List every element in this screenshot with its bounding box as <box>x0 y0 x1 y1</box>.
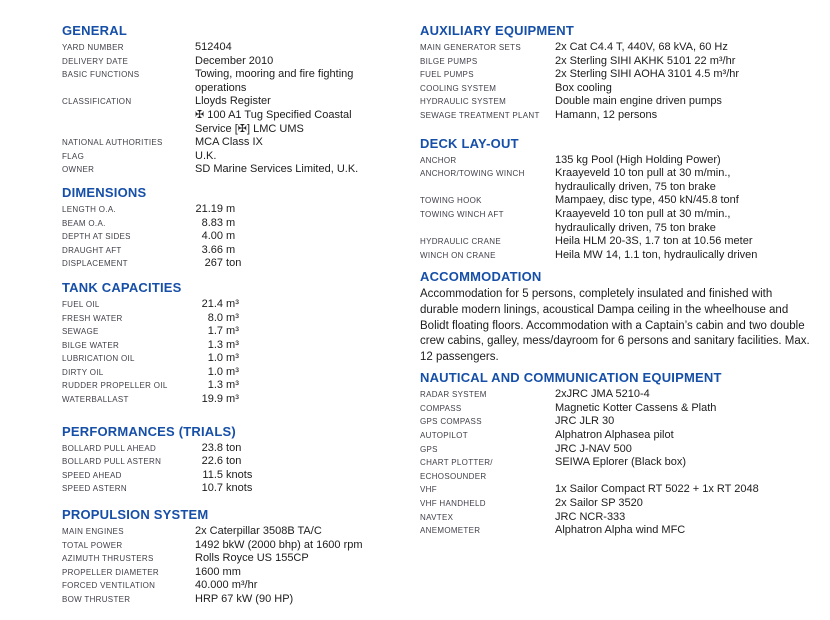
spec-row <box>62 455 407 469</box>
section-title-performances: PERFORMANCES (TRIALS) <box>62 423 236 439</box>
spec-row <box>62 68 407 95</box>
spec-value: HRP 67 kW (90 HP) <box>195 593 294 605</box>
spec-row <box>420 497 820 511</box>
spec-value-line: hydraulically driven, 75 ton brake <box>555 221 716 234</box>
spec-value-number: 19.9 <box>201 393 223 406</box>
spec-value <box>195 379 239 393</box>
spec-value <box>195 298 239 312</box>
spec-row <box>420 82 820 96</box>
spec-value: 2x Caterpillar 3508B TA/C <box>195 525 322 538</box>
spec-value <box>195 393 239 407</box>
spec-value: Double main engine driven pumps <box>555 95 722 108</box>
section-dimensions <box>62 186 407 271</box>
spec-value: 1x Sailor Compact RT 5022 + 1x RT 2048 <box>555 483 759 496</box>
spec-value: Rolls Royce US 155CP <box>195 552 309 565</box>
spec-row <box>62 55 407 69</box>
spec-row <box>420 249 820 263</box>
spec-value-unit: m <box>223 202 236 215</box>
spec-row <box>420 235 820 249</box>
spec-label: CHART PLOTTER/ ECHOSOUNDER <box>420 458 493 481</box>
spec-value: SEIWA Eplorer (Black box) <box>555 456 687 469</box>
spec-label: TOWING WINCH AFT <box>420 209 504 219</box>
spec-value: 135 kg Pool (High Holding Power) <box>555 153 721 166</box>
spec-label: TOTAL POWER <box>62 540 123 550</box>
spec-value: 40.000 m³/hr <box>195 579 258 592</box>
spec-value: 2x Sterling SIHI AOHA 3101 4.5 m³/hr <box>555 68 740 81</box>
spec-label: YARD NUMBER <box>62 43 124 52</box>
spec-row <box>420 167 820 194</box>
spec-row <box>420 109 820 123</box>
spec-label: HYDRAULIC CRANE <box>420 237 501 247</box>
spec-label: SEWAGE <box>62 327 99 337</box>
spec-label: DELIVERY DATE <box>62 56 129 66</box>
spec-label: AUTOPILOT <box>420 431 468 441</box>
spec-row <box>62 203 407 217</box>
spec-value: U.K. <box>195 149 217 162</box>
spec-value-unit: m <box>223 243 236 256</box>
spec-label: NAVTEX <box>420 512 454 522</box>
spec-label: BOLLARD PULL ASTERN <box>62 457 162 467</box>
spec-row <box>62 482 407 496</box>
spec-row <box>62 469 407 483</box>
spec-value-line: Towing, mooring and fire fighting <box>195 68 354 81</box>
spec-label: GPS COMPASS <box>420 417 482 427</box>
left-column <box>62 24 407 607</box>
spec-value: Mampaey, disc type, 450 kN/45.8 tonf <box>555 194 739 207</box>
spec-value <box>195 257 241 271</box>
spec-value <box>195 95 352 136</box>
spec-label: SPEED ASTERN <box>62 484 127 494</box>
section-title-accommodation: ACCOMMODATION <box>420 269 542 285</box>
spec-value-number: 267 <box>204 257 223 270</box>
spec-label: AZIMUTH THRUSTERS <box>62 554 154 564</box>
paragraph-text: Accommodation for 5 persons, completely insulated and finished with durable modern linings, acoustical Dampa ceiling in the wheelhouse and Bolidt floating floors. Accommodation with a Captain’s cabin and two double crew cabins, galley, mess/dayroom for 6 persons and sanitary facilities. Max. 12 passengers. <box>420 288 810 363</box>
spec-value <box>195 217 235 231</box>
spec-row <box>62 352 407 366</box>
spec-row <box>62 217 407 231</box>
spec-value-unit: m³ <box>223 379 239 392</box>
spec-row <box>420 524 820 538</box>
spec-row <box>62 393 407 407</box>
spec-value-unit: m <box>223 230 236 243</box>
spec-row <box>420 208 820 235</box>
spec-value: Alphatron Alpha wind MFC <box>555 524 686 537</box>
spec-value: MCA Class IX <box>195 136 263 149</box>
spec-row <box>62 230 407 244</box>
spec-label: SPEED AHEAD <box>62 470 122 480</box>
spec-value-line: Kraayeveld 10 ton pull at 30 m/min., <box>555 207 731 220</box>
spec-label: SEWAGE TREATMENT PLANT <box>420 110 540 120</box>
spec-label: FUEL OIL <box>62 299 100 309</box>
spec-value <box>195 482 252 496</box>
spec-value-number: 1.0 <box>207 352 223 365</box>
spec-value-number: 21.4 <box>201 297 223 310</box>
spec-label: BASIC FUNCTIONS <box>62 70 140 80</box>
spec-value: 2x Cat C4.4 T, 440V, 68 kVA, 60 Hz <box>555 41 728 53</box>
spec-value: Hamann, 12 persons <box>555 108 658 121</box>
spec-label: LUBRICATION OIL <box>62 354 135 364</box>
spec-row <box>62 442 407 456</box>
spec-value: Alphatron Alphasea pilot <box>555 429 674 442</box>
spec-value-unit: knots <box>223 482 253 495</box>
spec-label: TOWING HOOK <box>420 196 482 206</box>
spec-value-unit: ton <box>223 455 242 468</box>
spec-row <box>62 525 407 539</box>
spec-value: 2xJRC JMA 5210-4 <box>555 388 650 401</box>
spec-row <box>62 41 407 55</box>
spec-value-unit: m³ <box>223 338 239 351</box>
section-general <box>62 24 407 177</box>
spec-row <box>420 388 820 402</box>
spec-row <box>62 552 407 566</box>
spec-label: BOW THRUSTER <box>62 595 131 604</box>
spec-value <box>195 442 241 456</box>
spec-row <box>420 55 820 69</box>
spec-value <box>195 203 235 217</box>
section-deck-layout <box>420 137 820 263</box>
spec-label: DRAUGHT AFT <box>62 245 122 255</box>
spec-row <box>420 415 820 429</box>
spec-label: RUDDER PROPELLER OIL <box>62 381 168 391</box>
spec-row <box>420 443 820 457</box>
spec-label: ANEMOMETER <box>420 526 481 536</box>
spec-label: DEPTH AT SIDES <box>62 232 131 242</box>
spec-value <box>195 230 235 244</box>
spec-row <box>420 194 820 208</box>
spec-value-unit: knots <box>223 468 253 481</box>
spec-value-number: 4.00 <box>201 230 223 243</box>
spec-label: ANCHOR/TOWING WINCH <box>420 169 525 179</box>
spec-label: VHF HANDHELD <box>420 499 486 509</box>
spec-row <box>420 429 820 443</box>
spec-label: FRESH WATER <box>62 313 123 323</box>
spec-row <box>62 136 407 150</box>
spec-value <box>195 339 239 353</box>
spec-value: 2x Sterling SIHI AKHK 5101 22 m³/hr <box>555 54 736 67</box>
spec-value <box>195 455 241 469</box>
section-performances <box>62 425 407 496</box>
spec-label: FUEL PUMPS <box>420 70 474 80</box>
spec-value <box>195 366 239 380</box>
spec-row <box>62 312 407 326</box>
section-propulsion <box>62 508 407 607</box>
spec-value-number: 21.19 <box>195 202 223 215</box>
spec-value <box>195 312 239 326</box>
spec-label: DISPLACEMENT <box>62 259 128 269</box>
spec-value-number: 22.6 <box>201 455 223 468</box>
spec-label: OWNER <box>62 165 95 175</box>
spec-value <box>195 68 353 95</box>
spec-label: RADAR SYSTEM <box>420 390 487 400</box>
spec-value-line: operations <box>195 81 247 94</box>
spec-label: FORCED VENTILATION <box>62 581 156 591</box>
spec-row <box>62 244 407 258</box>
spec-value: Heila HLM 20-3S, 1.7 ton at 10.56 meter <box>555 235 753 248</box>
spec-value: 1492 bkW (2000 bhp) at 1600 rpm <box>195 538 363 551</box>
spec-label: NATIONAL AUTHORITIES <box>62 138 163 148</box>
spec-value-number: 11.5 <box>202 468 223 481</box>
spec-label: BEAM O.A. <box>62 218 106 228</box>
spec-value <box>195 325 239 339</box>
section-accommodation <box>420 270 820 365</box>
section-tank-capacities <box>62 281 407 407</box>
spec-row <box>62 366 407 380</box>
spec-value: Heila MW 14, 1.1 ton, hydraulically driven <box>555 248 758 261</box>
spec-value: 2x Sailor SP 3520 <box>555 497 643 510</box>
section-title-propulsion: PROPULSION SYSTEM <box>62 507 209 523</box>
spec-row <box>62 379 407 393</box>
spec-row <box>420 68 820 82</box>
spec-value-unit: m <box>223 216 236 229</box>
spec-label: WATERBALLAST <box>62 395 129 405</box>
spec-value-unit: m³ <box>223 352 239 365</box>
spec-value: 512404 <box>195 41 232 53</box>
spec-value: SD Marine Services Limited, U.K. <box>195 163 359 176</box>
spec-row <box>62 257 407 271</box>
spec-row <box>62 95 407 136</box>
spec-label: ANCHOR <box>420 155 457 165</box>
section-title-tank-capacities: TANK CAPACITIES <box>62 279 182 295</box>
spec-value-number: 23.8 <box>201 441 223 454</box>
spec-value-number: 1.7 <box>207 325 223 338</box>
spec-label: COMPASS <box>420 403 462 413</box>
spec-label: BILGE PUMPS <box>420 56 478 66</box>
spec-value <box>195 469 252 483</box>
spec-label: MAIN GENERATOR SETS <box>420 43 521 52</box>
spec-row <box>62 339 407 353</box>
spec-row <box>62 593 407 607</box>
spec-value: JRC NCR-333 <box>555 510 626 523</box>
spec-row <box>420 511 820 525</box>
spec-row <box>62 150 407 164</box>
right-column <box>420 24 820 607</box>
spec-row <box>62 539 407 553</box>
spec-value: JRC JLR 30 <box>555 415 615 428</box>
spec-value-number: 8.0 <box>207 311 223 324</box>
spec-row <box>420 402 820 416</box>
spec-row <box>62 566 407 580</box>
spec-value-number: 1.3 <box>207 379 223 392</box>
spec-value <box>555 167 730 194</box>
spec-value <box>195 352 239 366</box>
spec-value-unit: m³ <box>223 325 239 338</box>
section-nautical <box>420 371 820 538</box>
spec-row <box>420 154 820 168</box>
spec-label: PROPELLER DIAMETER <box>62 567 159 577</box>
spec-value-unit: m³ <box>223 365 239 378</box>
spec-row <box>62 163 407 177</box>
spec-row <box>420 95 820 109</box>
spec-row <box>62 579 407 593</box>
spec-value-number: 1.3 <box>207 338 223 351</box>
spec-row <box>420 483 820 497</box>
section-title-deck-layout: DECK LAY-OUT <box>420 135 519 151</box>
spec-value: JRC J-NAV 500 <box>555 442 632 455</box>
spec-value-unit: m³ <box>223 311 239 324</box>
section-auxiliary <box>420 24 820 123</box>
spec-label: MAIN ENGINES <box>62 527 124 537</box>
spec-value-line: Service [✠] LMC UMS <box>195 122 304 135</box>
spec-label: LENGTH O.A. <box>62 204 116 214</box>
spec-label: FLAG <box>62 151 85 161</box>
spec-value-unit: m³ <box>223 297 239 310</box>
spec-value-line: ✠ 100 A1 Tug Specified Coastal <box>195 108 352 121</box>
spec-value-unit: m³ <box>223 393 239 406</box>
spec-value <box>555 208 730 235</box>
spec-label: CLASSIFICATION <box>62 97 132 107</box>
section-title-nautical: NAUTICAL AND COMMUNICATION EQUIPMENT <box>420 370 722 386</box>
spec-value: 1600 mm <box>195 565 241 578</box>
spec-value: Magnetic Kotter Cassens & Plath <box>555 401 717 414</box>
spec-label: VHF <box>420 485 437 495</box>
spec-value-unit: ton <box>223 257 242 270</box>
spec-value-number: 10.7 <box>201 482 223 495</box>
section-title-auxiliary: AUXILIARY EQUIPMENT <box>420 23 575 38</box>
spec-value-number: 1.0 <box>207 365 223 378</box>
spec-value-unit: ton <box>223 441 242 454</box>
spec-row <box>62 325 407 339</box>
spec-label: WINCH ON CRANE <box>420 250 496 260</box>
spec-label: DIRTY OIL <box>62 367 104 377</box>
spec-label: HYDRAULIC SYSTEM <box>420 97 507 107</box>
spec-value-line: Kraayeveld 10 ton pull at 30 m/min., <box>555 167 731 180</box>
spec-row <box>62 298 407 312</box>
spec-label: BOLLARD PULL AHEAD <box>62 443 157 453</box>
spec-label: COOLING SYSTEM <box>420 83 497 93</box>
spec-value <box>195 244 235 258</box>
spec-value: Box cooling <box>555 81 612 94</box>
spec-value: December 2010 <box>195 54 274 67</box>
section-title-general: GENERAL <box>62 23 127 38</box>
spec-row <box>420 456 820 483</box>
spec-value-number: 8.83 <box>201 216 223 229</box>
spec-label: GPS <box>420 444 438 454</box>
spec-label: BILGE WATER <box>62 340 120 350</box>
spec-row <box>420 41 820 55</box>
section-title-dimensions: DIMENSIONS <box>62 184 147 200</box>
spec-value-number: 3.66 <box>201 243 223 256</box>
spec-value-line: hydraulically driven, 75 ton brake <box>555 180 716 193</box>
spec-value-line: Lloyds Register <box>195 95 271 108</box>
